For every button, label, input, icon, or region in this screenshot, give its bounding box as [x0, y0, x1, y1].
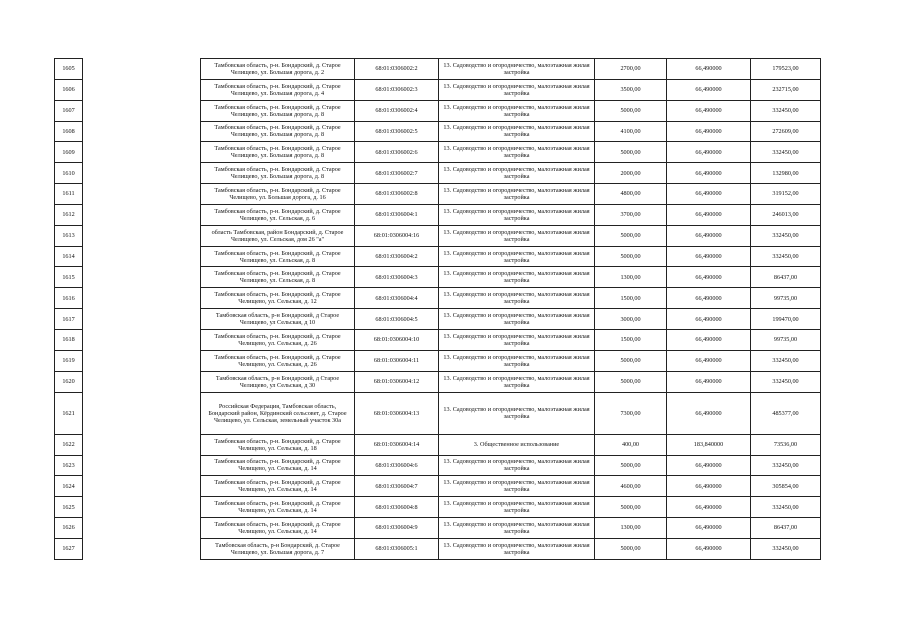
cadastral-cost-cell: 332450,00 — [751, 100, 821, 121]
area-cell: 3500,00 — [595, 79, 667, 100]
cadastral-cost-cell: 179523,00 — [751, 59, 821, 80]
address-cell: Тамбовская область, р-н Бондарский, д Старое Челищево, ул Сельская, д 30 — [201, 371, 355, 392]
area-cell: 2000,00 — [595, 163, 667, 184]
specific-value-cell: 66,490000 — [667, 184, 751, 205]
blank-cell — [83, 163, 201, 184]
cadastral-number-cell: 68:01:0306004:11 — [355, 350, 439, 371]
address-cell: Тамбовская область, р-н. Бондарский, д. Старое Челищево, ул. Сельская, д. 8 — [201, 246, 355, 267]
address-cell: Тамбовская область, р-н. Бондарский, д. Старое Челищево, ул. Сельская, д. 14 — [201, 518, 355, 539]
area-cell: 1500,00 — [595, 329, 667, 350]
table-row — [55, 392, 821, 434]
row-number-cell: 1622 — [55, 434, 83, 455]
area-cell: 5000,00 — [595, 350, 667, 371]
area-cell: 5000,00 — [595, 371, 667, 392]
table-row — [55, 309, 821, 330]
area-cell: 4600,00 — [595, 476, 667, 497]
specific-value-cell: 66,490000 — [667, 163, 751, 184]
table-row — [55, 121, 821, 142]
specific-value-cell: 66,490000 — [667, 288, 751, 309]
row-number-cell: 1624 — [55, 476, 83, 497]
address-cell: область Тамбовская, район Бондарский, д. Старое Челищево, ул. Сельская, дом 26 "а" — [201, 225, 355, 246]
blank-cell — [83, 476, 201, 497]
cadastral-number-cell: 68:01:0306002:7 — [355, 163, 439, 184]
row-number-cell: 1607 — [55, 100, 83, 121]
table-row — [55, 142, 821, 163]
land-use-cell: 13. Садоводство и огородничество, малоэтажная жилая застройка — [439, 288, 595, 309]
row-number-cell: 1617 — [55, 309, 83, 330]
specific-value-cell: 66,490000 — [667, 497, 751, 518]
address-cell: Тамбовская область, р-н. Бондарский, д. Старое Челищево, ул. Большая дорога, д. 8 — [201, 100, 355, 121]
row-number-cell: 1623 — [55, 455, 83, 476]
cadastral-number-cell: 68:01:0306002:4 — [355, 100, 439, 121]
land-use-cell: 13. Садоводство и огородничество, малоэтажная жилая застройка — [439, 121, 595, 142]
table-row — [55, 455, 821, 476]
specific-value-cell: 66,490000 — [667, 142, 751, 163]
cadastral-number-cell: 68:01:0306004:8 — [355, 497, 439, 518]
cadastral-cost-cell: 332450,00 — [751, 225, 821, 246]
blank-cell — [83, 538, 201, 559]
table-row — [55, 59, 821, 80]
area-cell: 7300,00 — [595, 392, 667, 434]
land-use-cell: 13. Садоводство и огородничество, малоэтажная жилая застройка — [439, 204, 595, 225]
table-row — [55, 497, 821, 518]
blank-cell — [83, 59, 201, 80]
cadastral-cost-cell: 332450,00 — [751, 497, 821, 518]
specific-value-cell: 66,490000 — [667, 455, 751, 476]
blank-cell — [83, 184, 201, 205]
row-number-cell: 1609 — [55, 142, 83, 163]
cadastral-cost-cell: 319152,00 — [751, 184, 821, 205]
blank-cell — [83, 329, 201, 350]
cadastral-number-cell: 68:01:0306004:13 — [355, 392, 439, 434]
row-number-cell: 1627 — [55, 538, 83, 559]
table-row — [55, 100, 821, 121]
address-cell: Тамбовская область, р-н. Бондарский, д. Старое Челищево, ул. Сельская, д. 14 — [201, 497, 355, 518]
cadastral-number-cell: 68:01:0306004:14 — [355, 434, 439, 455]
specific-value-cell: 66,490000 — [667, 518, 751, 539]
address-cell: Тамбовская область, р-н. Бондарский, д. Старое Челищево, ул. Большая дорога, д. 16 — [201, 184, 355, 205]
specific-value-cell: 66,490000 — [667, 100, 751, 121]
cadastral-number-cell: 68:01:0306004:10 — [355, 329, 439, 350]
cadastral-cost-cell: 86437,00 — [751, 267, 821, 288]
cadastral-cost-cell: 99735,00 — [751, 329, 821, 350]
blank-cell — [83, 518, 201, 539]
area-cell: 4100,00 — [595, 121, 667, 142]
cadastral-number-cell: 68:01:0306004:7 — [355, 476, 439, 497]
cadastral-number-cell: 68:01:0306004:9 — [355, 518, 439, 539]
address-cell: Тамбовская область, р-н. Бондарский, д. Старое Челищево, ул. Большая дорога, д. 2 — [201, 59, 355, 80]
area-cell: 1300,00 — [595, 518, 667, 539]
land-use-cell: 13. Садоводство и огородничество, малоэтажная жилая застройка — [439, 309, 595, 330]
cadastral-cost-cell: 332450,00 — [751, 371, 821, 392]
cadastral-cost-cell: 86437,00 — [751, 518, 821, 539]
area-cell: 3700,00 — [595, 204, 667, 225]
cadastral-cost-cell: 132980,00 — [751, 163, 821, 184]
cadastral-number-cell: 68:01:0306002:5 — [355, 121, 439, 142]
table-row — [55, 350, 821, 371]
address-cell: Тамбовская область, р-н. Бондарский, д. Старое Челищево, ул. Сельская, д. 18 — [201, 434, 355, 455]
area-cell: 5000,00 — [595, 538, 667, 559]
land-use-cell: 13. Садоводство и огородничество, малоэтажная жилая застройка — [439, 329, 595, 350]
table-row — [55, 225, 821, 246]
address-cell: Тамбовская область, р-н Бондарский, д. Старое Челищево, ул. Большая дорога, д. 7 — [201, 538, 355, 559]
blank-cell — [83, 246, 201, 267]
row-number-cell: 1612 — [55, 204, 83, 225]
specific-value-cell: 66,490000 — [667, 121, 751, 142]
cadastral-cost-cell: 332450,00 — [751, 246, 821, 267]
land-use-cell: 13. Садоводство и огородничество, малоэтажная жилая застройка — [439, 246, 595, 267]
row-number-cell: 1614 — [55, 246, 83, 267]
address-cell: Тамбовская область, р-н. Бондарский, д. Старое Челищево, ул. Сельская, д. 26 — [201, 350, 355, 371]
table-row — [55, 267, 821, 288]
cadastral-number-cell: 68:01:0306002:2 — [355, 59, 439, 80]
blank-cell — [83, 121, 201, 142]
blank-cell — [83, 350, 201, 371]
table-row — [55, 288, 821, 309]
specific-value-cell: 66,490000 — [667, 204, 751, 225]
blank-cell — [83, 455, 201, 476]
specific-value-cell: 66,490000 — [667, 59, 751, 80]
area-cell: 5000,00 — [595, 497, 667, 518]
land-use-cell: 13. Садоводство и огородничество, малоэтажная жилая застройка — [439, 59, 595, 80]
cadastral-cost-cell: 99735,00 — [751, 288, 821, 309]
blank-cell — [83, 100, 201, 121]
specific-value-cell: 66,490000 — [667, 392, 751, 434]
land-use-cell: 13. Садоводство и огородничество, малоэтажная жилая застройка — [439, 538, 595, 559]
address-cell: Тамбовская область, р-н. Бондарский, д. Старое Челищево, ул. Большая дорога, д. 8 — [201, 163, 355, 184]
area-cell: 4800,00 — [595, 184, 667, 205]
area-cell: 5000,00 — [595, 142, 667, 163]
area-cell: 3000,00 — [595, 309, 667, 330]
cadastral-cost-cell: 332450,00 — [751, 350, 821, 371]
blank-cell — [83, 434, 201, 455]
land-use-cell: 13. Садоводство и огородничество, малоэтажная жилая застройка — [439, 100, 595, 121]
table-row — [55, 204, 821, 225]
specific-value-cell: 66,490000 — [667, 246, 751, 267]
row-number-cell: 1620 — [55, 371, 83, 392]
cadastral-cost-cell: 199470,00 — [751, 309, 821, 330]
table-row — [55, 538, 821, 559]
area-cell: 2700,00 — [595, 59, 667, 80]
cadastral-number-cell: 68:01:0306005:1 — [355, 538, 439, 559]
area-cell: 1300,00 — [595, 267, 667, 288]
table-row — [55, 371, 821, 392]
land-use-cell: 13. Садоводство и огородничество, малоэтажная жилая застройка — [439, 455, 595, 476]
cadastral-cost-cell: 485377,00 — [751, 392, 821, 434]
table-row — [55, 329, 821, 350]
row-number-cell: 1608 — [55, 121, 83, 142]
land-use-cell: 13. Садоводство и огородничество, малоэтажная жилая застройка — [439, 184, 595, 205]
area-cell: 5000,00 — [595, 246, 667, 267]
area-cell: 1500,00 — [595, 288, 667, 309]
cadastral-cost-cell: 332450,00 — [751, 142, 821, 163]
land-use-cell: 13. Садоводство и огородничество, малоэтажная жилая застройка — [439, 225, 595, 246]
area-cell: 400,00 — [595, 434, 667, 455]
address-cell: Тамбовская область, р-н. Бондарский, д. Старое Челищево, ул. Большая дорога, д. 8 — [201, 142, 355, 163]
blank-cell — [83, 309, 201, 330]
table-row — [55, 163, 821, 184]
address-cell: Тамбовская область, р-н. Бондарский, д. Старое Челищево, ул. Сельская, д. 26 — [201, 329, 355, 350]
row-number-cell: 1606 — [55, 79, 83, 100]
blank-cell — [83, 371, 201, 392]
land-use-cell: 13. Садоводство и огородничество, малоэтажная жилая застройка — [439, 371, 595, 392]
cadastral-number-cell: 68:01:0306004:5 — [355, 309, 439, 330]
area-cell: 5000,00 — [595, 100, 667, 121]
specific-value-cell: 66,490000 — [667, 309, 751, 330]
table-row — [55, 246, 821, 267]
cadastral-cost-cell: 332450,00 — [751, 455, 821, 476]
blank-cell — [83, 497, 201, 518]
cadastral-number-cell: 68:01:0306004:6 — [355, 455, 439, 476]
address-cell: Тамбовская область, р-н. Бондарский, д. Старое Челищево, ул. Большая дорога, д. 8 — [201, 121, 355, 142]
land-use-cell: 13. Садоводство и огородничество, малоэтажная жилая застройка — [439, 142, 595, 163]
row-number-cell: 1626 — [55, 518, 83, 539]
cadastral-number-cell: 68:01:0306004:12 — [355, 371, 439, 392]
table-body — [55, 59, 821, 560]
specific-value-cell: 183,840000 — [667, 434, 751, 455]
table-row — [55, 79, 821, 100]
cadastral-cost-cell: 305854,00 — [751, 476, 821, 497]
specific-value-cell: 66,490000 — [667, 79, 751, 100]
cadastral-cost-cell: 232715,00 — [751, 79, 821, 100]
cadastral-number-cell: 68:01:0306004:3 — [355, 267, 439, 288]
cadastral-cost-cell: 73536,00 — [751, 434, 821, 455]
specific-value-cell: 66,490000 — [667, 371, 751, 392]
land-use-cell: 13. Садоводство и огородничество, малоэтажная жилая застройка — [439, 350, 595, 371]
land-use-cell: 3. Общественное использование — [439, 434, 595, 455]
blank-cell — [83, 79, 201, 100]
row-number-cell: 1605 — [55, 59, 83, 80]
area-cell: 5000,00 — [595, 455, 667, 476]
address-cell: Тамбовская область, р-н. Бондарский, д. Старое Челищево, ул. Сельская, д. 14 — [201, 455, 355, 476]
cadastral-number-cell: 68:01:0306002:3 — [355, 79, 439, 100]
specific-value-cell: 66,490000 — [667, 225, 751, 246]
row-number-cell: 1611 — [55, 184, 83, 205]
row-number-cell: 1618 — [55, 329, 83, 350]
cadastral-cost-cell: 272609,00 — [751, 121, 821, 142]
specific-value-cell: 66,490000 — [667, 329, 751, 350]
cadastral-number-cell: 68:01:0306004:4 — [355, 288, 439, 309]
row-number-cell: 1625 — [55, 497, 83, 518]
row-number-cell: 1613 — [55, 225, 83, 246]
specific-value-cell: 66,490000 — [667, 350, 751, 371]
cadastral-number-cell: 68:01:0306002:8 — [355, 184, 439, 205]
specific-value-cell: 66,490000 — [667, 476, 751, 497]
address-cell: Тамбовская область, р-н. Бондарский, д. Старое Челищево, ул. Сельская, д. 14 — [201, 476, 355, 497]
table-row — [55, 434, 821, 455]
blank-cell — [83, 204, 201, 225]
row-number-cell: 1610 — [55, 163, 83, 184]
land-use-cell: 13. Садоводство и огородничество, малоэтажная жилая застройка — [439, 163, 595, 184]
specific-value-cell: 66,490000 — [667, 538, 751, 559]
table-row — [55, 518, 821, 539]
cadastral-cost-cell: 246013,00 — [751, 204, 821, 225]
table-row — [55, 184, 821, 205]
address-cell: Тамбовская область, р-н. Бондарский, д. Старое Челищево, ул. Сельская, д. 12 — [201, 288, 355, 309]
specific-value-cell: 66,490000 — [667, 267, 751, 288]
row-number-cell: 1621 — [55, 392, 83, 434]
address-cell: Тамбовская область, р-н Бондарский, д Старое Челищево, ул Сельская, д 10 — [201, 309, 355, 330]
land-use-cell: 13. Садоводство и огородничество, малоэтажная жилая застройка — [439, 518, 595, 539]
land-use-cell: 13. Садоводство и огородничество, малоэтажная жилая застройка — [439, 476, 595, 497]
address-cell: Тамбовская область, р-н. Бондарский, д. Старое Челищево, ул. Большая дорога, д. 4 — [201, 79, 355, 100]
address-cell: Тамбовская область, р-н. Бондарский, д. Старое Челищево, ул. Сельская, д. 6 — [201, 204, 355, 225]
table-row — [55, 476, 821, 497]
land-use-cell: 13. Садоводство и огородничество, малоэтажная жилая застройка — [439, 79, 595, 100]
address-cell: Российская Федерация, Тамбовская область, Бондарский район, Кёрдинский сельсовет, д. Старое Челищево, ул. Сельская, земельный участок 30а — [201, 392, 355, 434]
address-cell: Тамбовская область, р-н. Бондарский, д. Старое Челищево, ул. Сельская, д. 8 — [201, 267, 355, 288]
blank-cell — [83, 225, 201, 246]
cadastral-number-cell: 68:01:0306004:1 — [355, 204, 439, 225]
land-use-cell: 13. Садоводство и огородничество, малоэтажная жилая застройка — [439, 392, 595, 434]
row-number-cell: 1615 — [55, 267, 83, 288]
blank-cell — [83, 392, 201, 434]
blank-cell — [83, 267, 201, 288]
cadastral-number-cell: 68:01:0306002:6 — [355, 142, 439, 163]
land-plot-table — [54, 58, 821, 560]
cadastral-number-cell: 68:01:0306004:16 — [355, 225, 439, 246]
blank-cell — [83, 142, 201, 163]
cadastral-number-cell: 68:01:0306004:2 — [355, 246, 439, 267]
area-cell: 5000,00 — [595, 225, 667, 246]
land-use-cell: 13. Садоводство и огородничество, малоэтажная жилая застройка — [439, 267, 595, 288]
row-number-cell: 1616 — [55, 288, 83, 309]
row-number-cell: 1619 — [55, 350, 83, 371]
blank-cell — [83, 288, 201, 309]
cadastral-cost-cell: 332450,00 — [751, 538, 821, 559]
land-use-cell: 13. Садоводство и огородничество, малоэтажная жилая застройка — [439, 497, 595, 518]
